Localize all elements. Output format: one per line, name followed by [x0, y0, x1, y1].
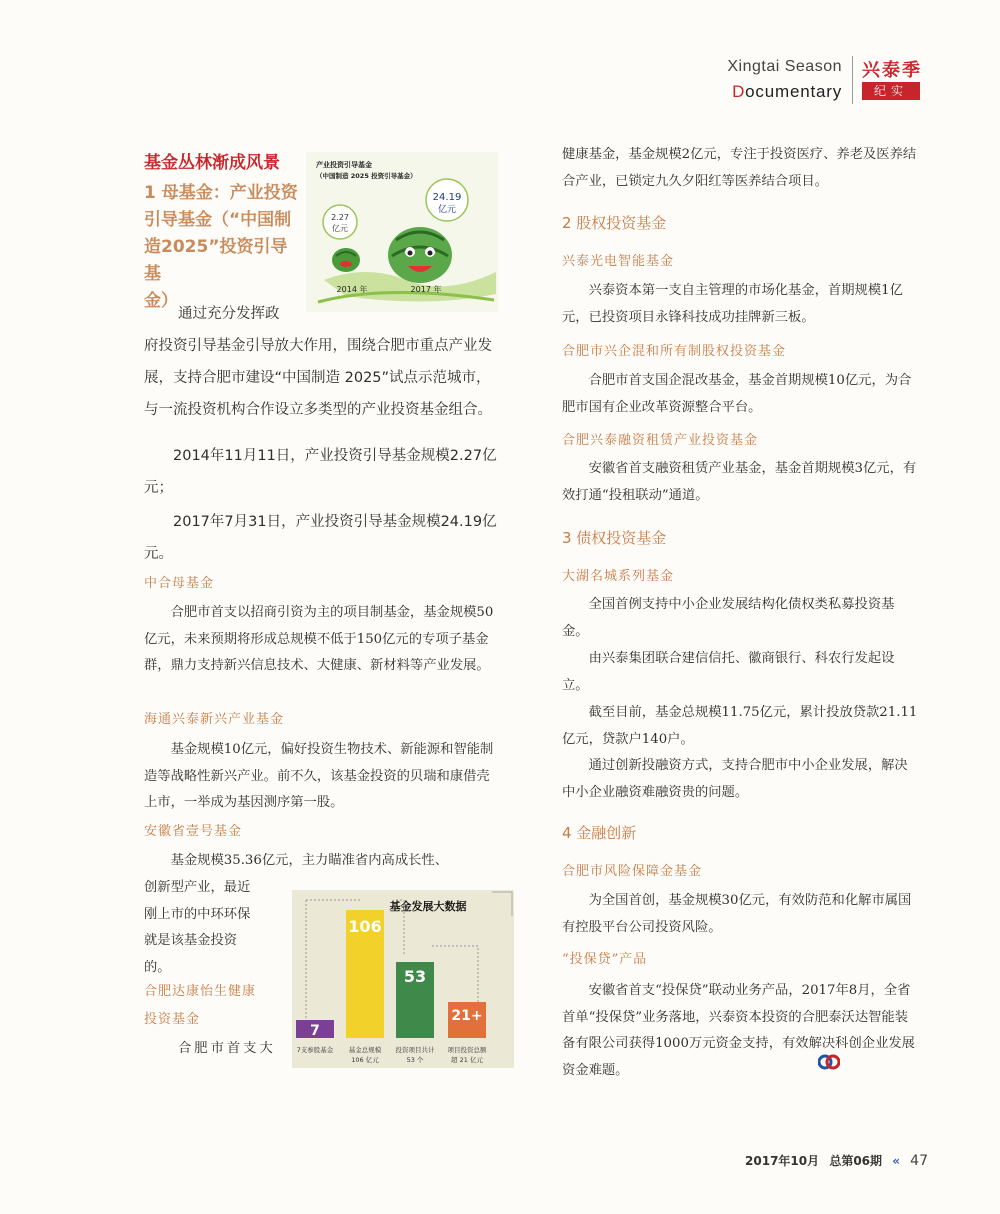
bar-label: 106 亿元 — [351, 1056, 379, 1064]
fund-body-risk-guarantee: 为全国首创，基金规模30亿元，有效防范和化解市属国有控股平台公司投资风险。 — [562, 893, 912, 935]
fund-body-anhui-line1: 基金规模35.36亿元，主力瞄准省内高成长性、 — [170, 853, 449, 868]
fig1-title-1: 产业投资引导基金 — [316, 161, 372, 169]
intro-first-line: 通过充分发挥政 — [178, 306, 280, 322]
fund-body-anhui-wrap — [144, 875, 284, 981]
bar-label: 基金总规模 — [348, 1046, 382, 1054]
bar-label: 超 21 亿元 — [451, 1056, 483, 1064]
bar-fund-count-value: 7 — [310, 1023, 320, 1039]
section-debt-funds: 3 债权投资基金 — [562, 529, 667, 547]
fund-title-leasing: 合肥兴泰融资租赁产业投资基金 — [562, 433, 759, 448]
fig1-title-2: （中国制造 2025 投资引导基金） — [316, 172, 417, 180]
header-section-rest: ocumentary — [745, 82, 842, 101]
subheading-line: 造2025”投资引导基 — [144, 237, 288, 284]
infographic-title: 基金发展大数据 — [389, 900, 467, 913]
intro-paragraph — [144, 298, 500, 426]
bar-label: 53 个 — [406, 1056, 424, 1064]
body-line: 创新型产业，最近 — [144, 880, 251, 895]
bar-project-count-value: 53 — [403, 967, 427, 986]
fund-title-dakang — [144, 978, 256, 1034]
bar-label: 投资项目共计 — [395, 1046, 435, 1054]
fund-body-dahu-4: 通过创新投融资方式，支持合肥市中小企业发展，解决中小企业融资难融资贵的问题。 — [562, 758, 908, 800]
guide-fund-illustration — [306, 152, 498, 312]
fund-body-dakang: 合肥市首支大 — [178, 1041, 276, 1056]
fund-body-dahu-1: 全国首例支持中小企业发展结构化债权类私募投资基金。 — [562, 597, 895, 639]
body-line: 刚上市的中环环保 — [144, 906, 251, 922]
fig1-year-2017: 2017 年 — [410, 285, 442, 294]
fig1-small-value: 2.27 — [331, 213, 349, 222]
page-footer — [745, 1152, 928, 1169]
bar-investment-total-value: 21+ — [451, 1008, 483, 1024]
issue-number: 总第06期 — [829, 1154, 883, 1168]
double-chevron-left-icon: « — [892, 1154, 900, 1168]
fund-title-haitong: 海通兴泰新兴产业基金 — [144, 712, 285, 727]
section-equity-funds: 2 股权投资基金 — [562, 214, 667, 232]
fund-big-data-infographic — [292, 890, 514, 1068]
fund-body-haitong: 基金规模10亿元，偏好投资生物技术、新能源和智能制造等战略性新兴产业。前不久，该基金投资的贝瑞和康借壳上市，一举成为基因测序第一股。 — [144, 742, 494, 810]
fig1-big-unit: 亿元 — [437, 205, 457, 215]
bar-total-scale-value: 106 — [348, 917, 382, 936]
fund-body-leasing: 安徽省首支融资租赁产业基金，基金首期规模3亿元，有效打通“投租联动”通道。 — [562, 461, 917, 503]
section-financial-innovation: 4 金融创新 — [562, 824, 637, 842]
paragraph-2014: 2014年11月11日，产业投资引导基金规模2.27亿元； — [144, 448, 497, 496]
issue-date: 2017年10月 — [745, 1154, 820, 1168]
fund-body-dahu-2: 由兴泰集团联合建信信托、徽商银行、科农行发起设立。 — [562, 651, 895, 693]
fund-title-dahu: 大湖名城系列基金 — [562, 569, 675, 584]
fund-title-guangdian: 兴泰光电智能基金 — [562, 254, 675, 269]
fund-body-zhonghe: 合肥市首支以招商引资为主的项目制基金，基金规模50亿元，未来预期将形成总规模不低于150亿元的专项子基金群，鼎力支持新兴信息技术、大健康、新材料等产业发展。 — [144, 605, 494, 673]
fig1-year-2014: 2014 年 — [336, 285, 368, 294]
end-mark-icon — [818, 1054, 840, 1070]
fund-body-dakang-cont: 健康基金，基金规模2亿元，专注于投资医疗、养老及医养结合产业，已锁定九久夕阳红等医养结合项目。 — [562, 147, 917, 189]
subheading-mother-fund — [144, 180, 304, 315]
subheading-line: 引导基金（“中国制 — [144, 210, 292, 230]
page-number: 47 — [910, 1153, 928, 1169]
paragraph-2017: 2017年7月31日，产业投资引导基金规模24.19亿元。 — [144, 514, 497, 562]
title-line: 投资基金 — [144, 1012, 201, 1027]
body-line: 就是该基金投资 — [144, 933, 238, 948]
intro-rest: 府投资引导基金引导放大作用，围绕合肥市重点产业发展，支持合肥市建设“中国制造 2025”试点示范城市，与一流投资机构合作设立多类型的产业投资基金组合。 — [144, 338, 492, 418]
fund-body-mixed-ownership: 合肥市首支国企混改基金，基金首期规模10亿元，为合肥市国有企业改革资源整合平台。 — [562, 373, 912, 415]
header-section-name — [732, 82, 842, 102]
subheading-line: 1 母基金：产业投资 — [144, 183, 298, 203]
product-body-invest-guarantee-loan: 安徽省首支“投保贷”联动业务产品，2017年8月，全省首单“投保贷”业务落地，兴泰资本投资的合肥泰沃达智能装备有限公司获得1000万元资金支持，有效解决科创企业发展资金难题。 — [562, 983, 915, 1078]
fund-title-risk-guarantee: 合肥市风险保障金基金 — [562, 864, 703, 879]
header-english-title: Xingtai Season — [727, 58, 842, 75]
body-line: 的。 — [144, 959, 171, 975]
fig1-small-unit: 亿元 — [332, 224, 348, 233]
fund-title-zhonghe: 中合母基金 — [144, 576, 215, 591]
section-tag: 纪实 — [862, 82, 920, 100]
header-divider — [852, 56, 853, 104]
header-section-initial: D — [732, 82, 746, 101]
brand-logo: 兴泰季 — [862, 60, 922, 81]
bar-label: 7支参股基金 — [296, 1046, 334, 1054]
fig1-big-value: 24.19 — [432, 192, 462, 203]
fund-title-mixed-ownership: 合肥市兴企混和所有制股权投资基金 — [562, 344, 787, 359]
title-line: 合肥达康怡生健康 — [144, 984, 257, 999]
main-heading: 基金丛林渐成风景 — [144, 153, 280, 173]
fund-body-guangdian: 兴泰资本第一支自主管理的市场化基金，首期规模1亿元，已投资项目永锋科技成功挂牌新三板。 — [562, 283, 903, 325]
bar-label: 项目投资总额 — [447, 1046, 487, 1054]
fund-title-anhui-no1: 安徽省壹号基金 — [144, 824, 243, 839]
subheading-line: 金） — [144, 291, 178, 311]
fund-data-bars — [292, 890, 514, 1068]
product-title-invest-guarantee-loan: “投保贷”产品 — [562, 952, 648, 967]
fund-body-dahu-3: 截至目前，基金总规模11.75亿元，累计投放贷款21.11亿元，贷款户140户。 — [562, 705, 918, 747]
watermelon-illustration — [306, 152, 498, 312]
